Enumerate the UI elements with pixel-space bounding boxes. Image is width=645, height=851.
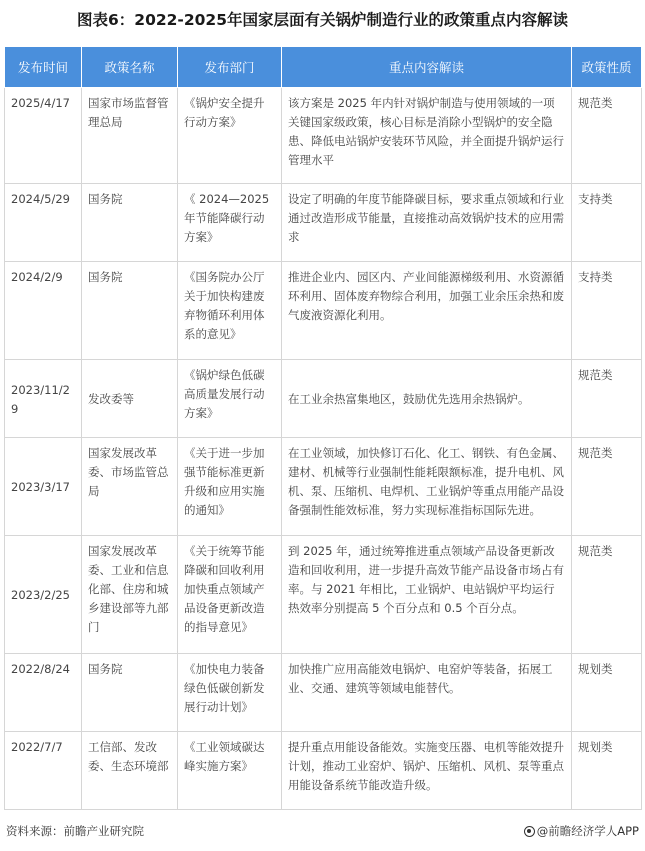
cell-dept: 国家市场监督管理总局 [82,88,178,184]
cell-nature: 规划类 [572,732,642,810]
cell-dept: 工信部、发改委、生态环境部 [82,732,178,810]
cell-content: 在工业余热富集地区，鼓励优先选用余热锅炉。 [282,360,572,438]
cell-dept: 国务院 [82,654,178,732]
cell-date: 2023/11/29 [5,360,82,438]
cell-policy: 《工业领域碳达峰实施方案》 [178,732,282,810]
cell-date: 2025/4/17 [5,88,82,184]
header-date: 发布时间 [5,47,82,88]
table-row [5,184,642,262]
cell-date: 2022/8/24 [5,654,82,732]
cell-content: 到 2025 年，通过统筹推进重点领域产品设备更新改造和回收利用，进一步提升高效节能产品设备市场占有率。与 2021 年相比，工业锅炉、电站锅炉平均运行热效率分别提高 5 个百分点和 0.5 个百分点。 [282,536,572,654]
table-row [5,732,642,810]
table-row [5,262,642,360]
table-row [5,360,642,438]
cell-nature: 支持类 [572,262,642,360]
table-row [5,438,642,536]
table-row [5,536,642,654]
cell-policy: 《加快电力装备绿色低碳创新发展行动计划》 [178,654,282,732]
cell-nature: 规范类 [572,88,642,184]
cell-content: 推进企业内、园区内、产业间能源梯级利用、水资源循环利用、固体废弃物综合利用，加强工业余压余热和废气废液资源化利用。 [282,262,572,360]
cell-nature: 规划类 [572,654,642,732]
cell-policy: 《 2024—2025 年节能降碳行动方案》 [178,184,282,262]
header-dept: 政策名称 [82,47,178,88]
cell-nature: 规范类 [572,360,642,438]
brand-credit [524,823,639,839]
cell-content: 加快推广应用高能效电锅炉、电窑炉等装备，拓展工业、交通、建筑等领域电能替代。 [282,654,572,732]
cell-dept: 发改委等 [82,360,178,438]
cell-dept: 国家发展改革委、工业和信息化部、住房和城乡建设部等九部门 [82,536,178,654]
cell-policy: 《关于进一步加强节能标准更新升级和应用实施的通知》 [178,438,282,536]
cell-date: 2024/5/29 [5,184,82,262]
cell-dept: 国务院 [82,184,178,262]
cell-policy: 《锅炉绿色低碳高质量发展行动方案》 [178,360,282,438]
page-title: 图表6：2022-2025年国家层面有关锅炉制造行业的政策重点内容解读 [77,11,568,29]
brand-logo-icon [524,826,535,837]
header-content: 重点内容解读 [282,47,572,88]
table-row [5,654,642,732]
table-row [5,88,642,184]
cell-policy: 《国务院办公厅关于加快构建废弃物循环利用体系的意见》 [178,262,282,360]
brand-text: @前瞻经济学人APP [536,824,639,838]
cell-content: 该方案是 2025 年内针对锅炉制造与使用领域的一项关键国家级政策，核心目标是消除小型锅炉的安全隐患、降低电站锅炉安装环节风险，并全面提升锅炉运行管理水平 [282,88,572,184]
cell-policy: 《关于统筹节能降碳和回收利用加快重点领域产品设备更新改造的指导意见》 [178,536,282,654]
header-policy: 发布部门 [178,47,282,88]
cell-content: 设定了明确的年度节能降碳目标，要求重点领域和行业通过改造形成节能量，直接推动高效锅炉技术的应用需求 [282,184,572,262]
cell-date: 2022/7/7 [5,732,82,810]
cell-date: 2023/3/17 [5,438,82,536]
policy-table [4,46,642,810]
cell-content: 提升重点用能设备能效。实施变压器、电机等能效提升计划，推动工业窑炉、锅炉、压缩机、风机、泵等重点用能设备系统节能改造升级。 [282,732,572,810]
cell-nature: 规范类 [572,438,642,536]
cell-content: 在工业领域，加快修订石化、化工、钢铁、有色金属、建材、机械等行业强制性能耗限额标准，提升电机、风机、泵、压缩机、电焊机、工业锅炉等重点用能产品设备强制性能效标准，努力实现标准指标国际先进。 [282,438,572,536]
cell-nature: 支持类 [572,184,642,262]
cell-date: 2023/2/25 [5,536,82,654]
cell-policy: 《锅炉安全提升行动方案》 [178,88,282,184]
table-header-row [5,47,642,88]
header-nature: 政策性质 [572,47,642,88]
cell-nature: 规范类 [572,536,642,654]
source-note: 资料来源：前瞻产业研究院 [6,824,144,838]
cell-date: 2024/2/9 [5,262,82,360]
cell-dept: 国务院 [82,262,178,360]
cell-dept: 国家发展改革委、市场监管总局 [82,438,178,536]
